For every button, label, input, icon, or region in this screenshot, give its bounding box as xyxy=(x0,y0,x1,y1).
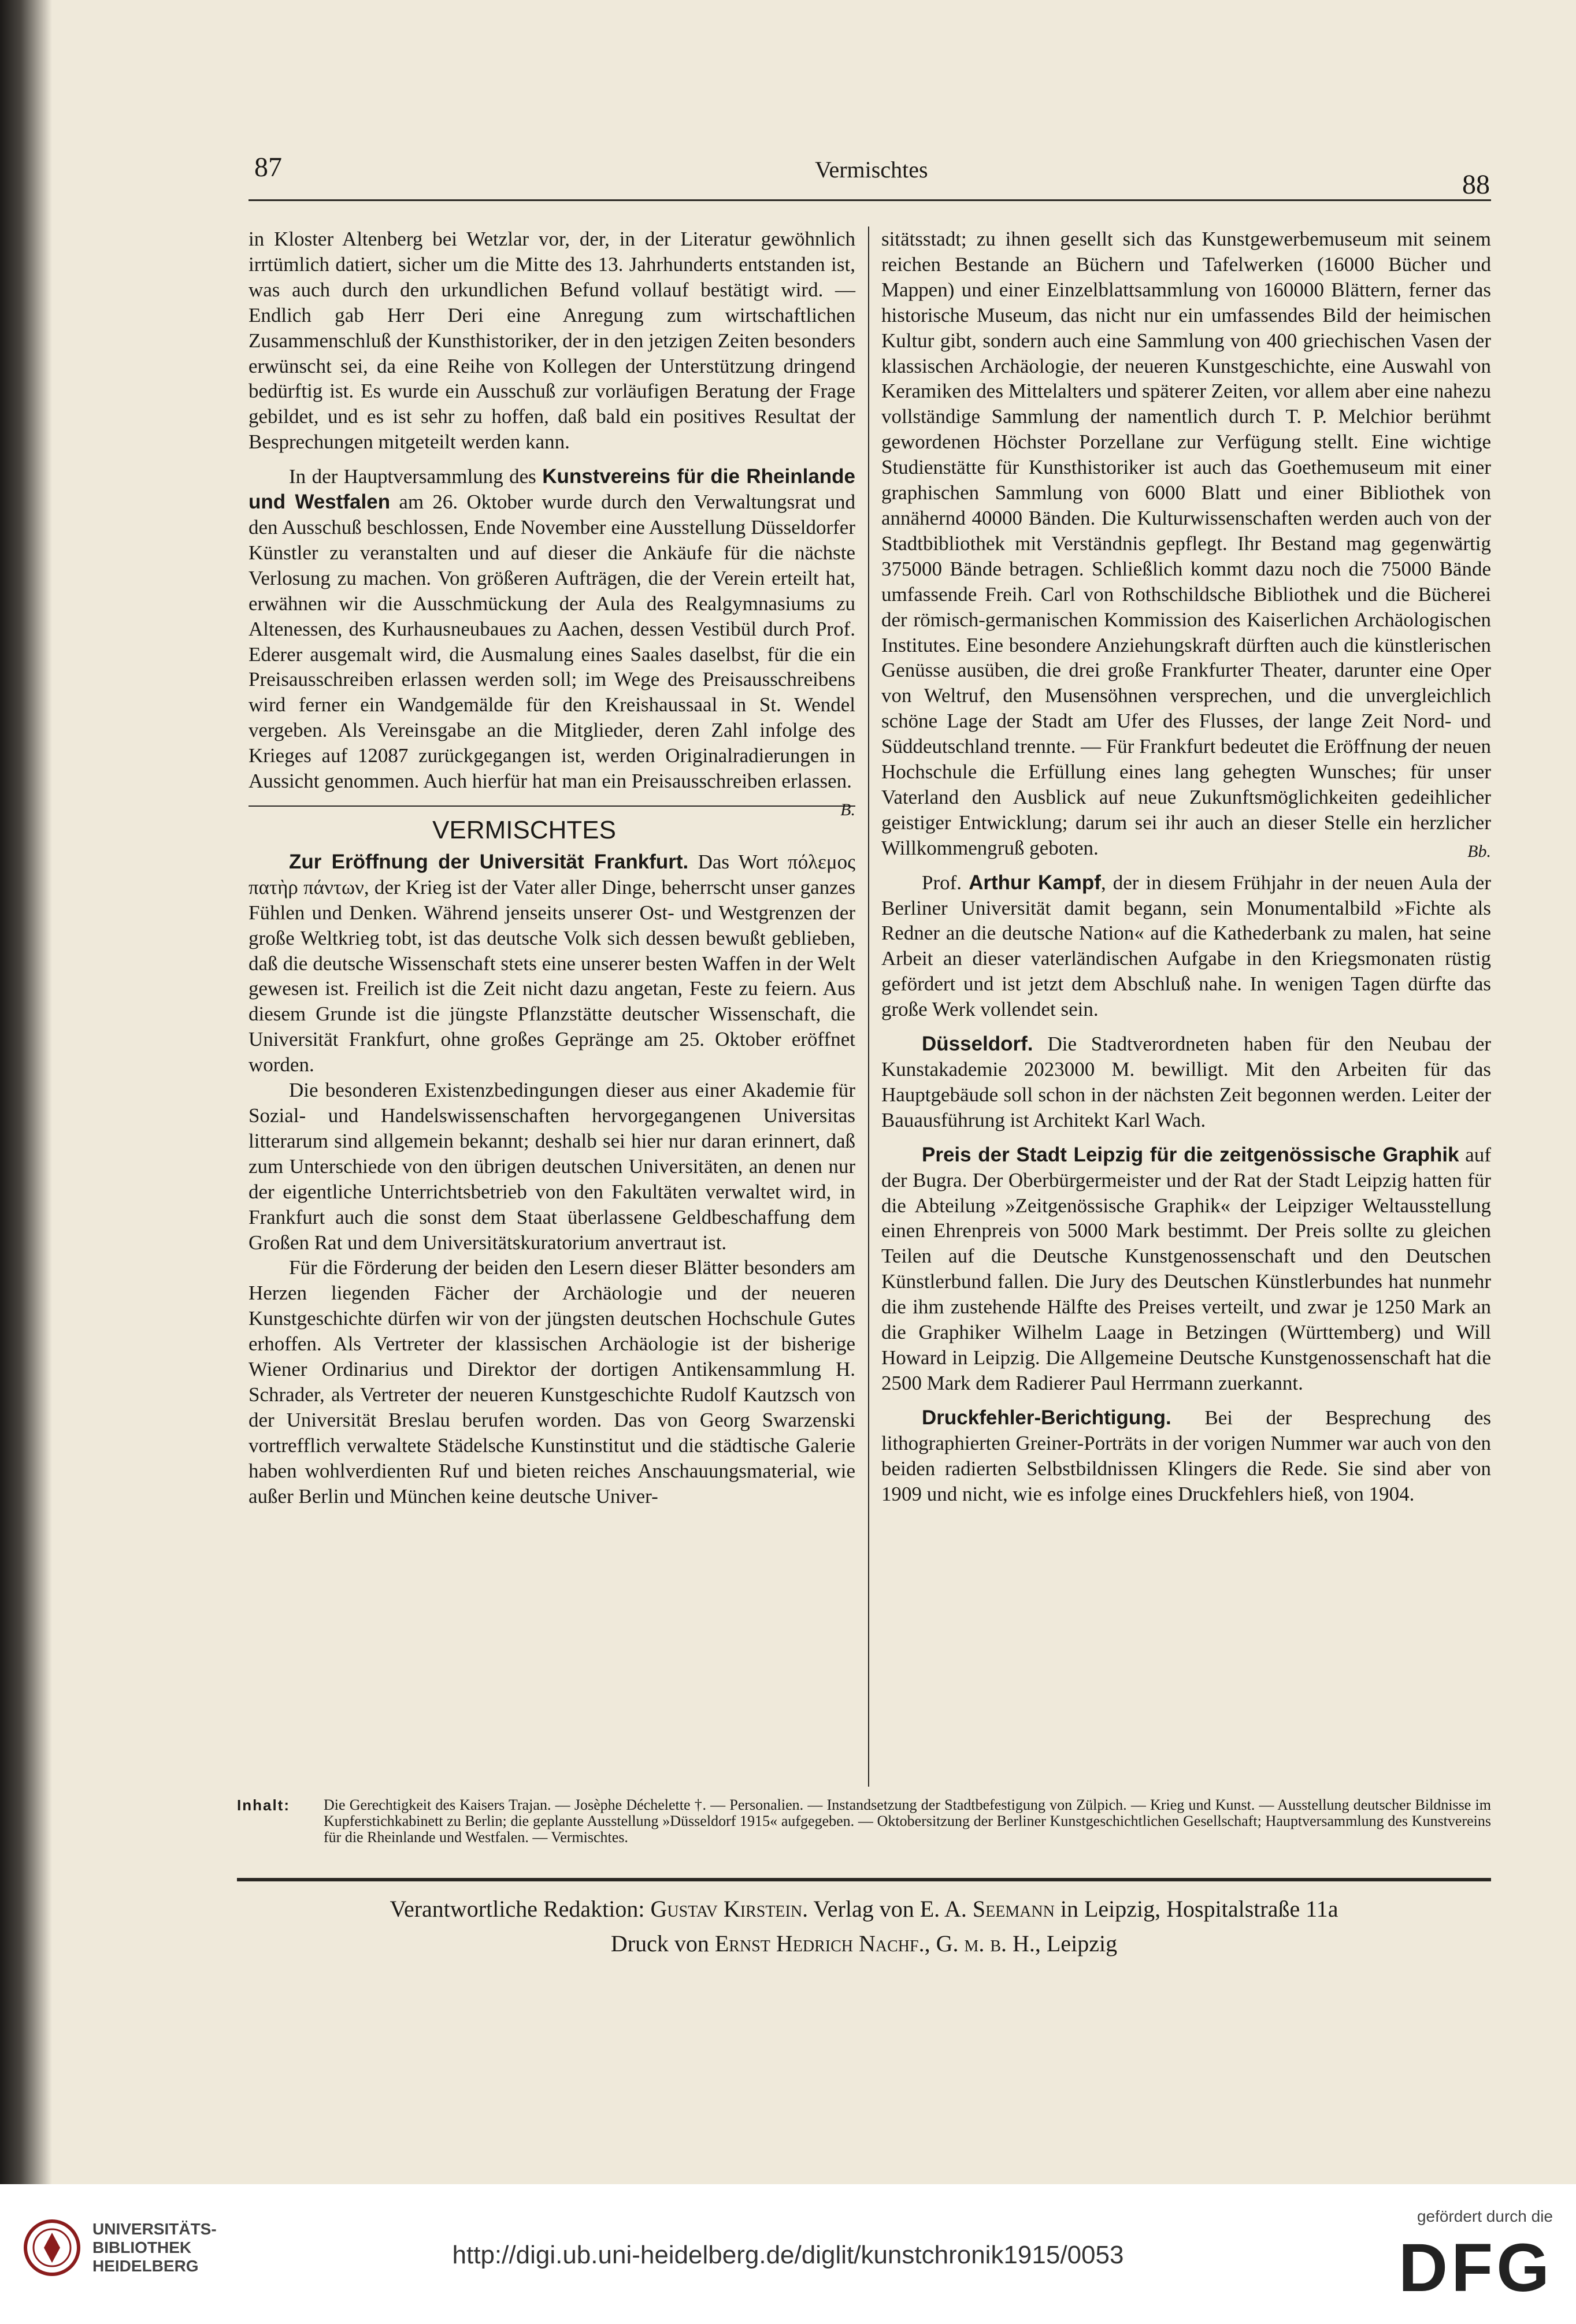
text: , der in diesem Frühjahr in der neuen Aula der Berliner Universität damit begann, sein Monumentalbild »Fichte als Redner an die deutsche Nation« auf die Kathederbank zu malen, hat seine Arbeit an dieser vaterländischen Aufgabe in den Kriegsmonaten rüstig gefördert und ist jetzt dem Abschluß nahe. In wenigen Tagen dürfte das große Werk vollendet sein. xyxy=(881,871,1492,1021)
paragraph xyxy=(881,870,1491,1022)
library-name-line: BIBLIOTHEK xyxy=(92,2238,192,2256)
running-head: Vermischtes xyxy=(815,157,928,183)
publisher-name: E. A. Seemann xyxy=(919,1896,1055,1922)
library-name-line: UNIVERSITÄTS- xyxy=(92,2220,217,2238)
imprint-rule xyxy=(237,1878,1491,1881)
text: , Leipzig xyxy=(1034,1931,1118,1957)
section-title: VERMISCHTES xyxy=(432,815,616,844)
right-column xyxy=(881,227,1491,1506)
header-rule xyxy=(249,199,1491,201)
section-rule xyxy=(249,805,855,807)
bold-text: Kunstvereins für die Rheinlande und Westfalen xyxy=(249,465,856,514)
paragraph: Für die Förderung der beiden den Lesern dieser Blätter besonders am Herzen liegenden Fächer der Archäologie und der neueren Kunstgeschichte dürfen wir von der jüngsten deutschen Hochschule Gutes erhoffen. Als Vertreter der klassischen Archäologie ist der bisherige Wiener Ordinarius und Direktor der dortigen Antikensammlung H. Schrader, als Vertreter der neueren Kunstgeschichte Rudolf Kautzsch von der Universität Breslau berufen worden. Das von Georg Swarzenski vortrefflich verwaltete Städelsche Kunstinstitut und die städtische Galerie haben wohlverdienten Ruf und bieten reiches Anschauungsmaterial, wie außer Berlin und München keine deutsche Univer- xyxy=(249,1256,855,1508)
bold-text: Arthur Kampf xyxy=(969,871,1101,894)
paragraph xyxy=(881,1405,1491,1507)
text: Druck von xyxy=(610,1931,709,1957)
printer-name: Ernst Hedrich Nachf., G. m. b. H. xyxy=(714,1931,1035,1957)
toc-text: Die Gerechtigkeit des Kaisers Trajan. — Josèphe Déchelette †. — Personalien. — Instandsetzung der Stadtbefestigung von Zülpich. — Krieg und Kunst. — Ausstellung deutscher Bildnisse im Kupferstichkabinett zu Berlin; die geplante Ausstellung »Düsseldorf 1915« aufgegeben. — Oktobersitzung der Berliner Kunstgeschichtlichen Gesellschaft; Hauptversammlung des Kunstvereins für die Rheinlande und Westfalen. — Vermischtes. xyxy=(324,1796,1491,1846)
text: auf der Bugra. Der Oberbürgermeister und der Rat der Stadt Leipzig hatten für die Abteilung »Zeitgenössische Graphik« der Leipziger Weltausstellung einen Ehrenpreis von 5000 Mark bestimmt. Der Preis sollte zu gleichen Teilen auf die Deutsche Kunstgenossenschaft und den Deutschen Künstlerbund fallen. Die Jury des Deutschen Künstlerbundes hat nunmehr die ihm zustehende Hälfte des Preises verteilt, und zwar je 1250 Mark an die Graphiker Wilhelm Laage in Betzingen (Württemberg) und Will Howard in Leipzig. Die Allgemeine Deutsche Kunstgenossenschaft hat die 2500 Mark dem Radierer Paul Herrmann zuerkannt. xyxy=(881,1143,1491,1394)
article-title: Zur Eröffnung der Universität Frankfurt. xyxy=(289,850,689,873)
text: In der Hauptversammlung des xyxy=(289,465,536,488)
text: Die Stadtverordneten haben für den Neubau der Kunstakademie 2023000 M. bewilligt. Mit den Arbeiten für das Hauptgebäude soll schon in der nächsten Zeit begonnen werden. Leiter der Bauausführung ist Architekt Karl Wach. xyxy=(881,1033,1492,1131)
signature: B. xyxy=(840,800,855,819)
text: . Verlag von xyxy=(802,1896,914,1922)
paragraph xyxy=(249,464,856,819)
text: Bei der Besprechung des lithographierten Greiner-Porträts in der vorigen Nummer war auch von den beiden radierten Selbstbildnissen Klingers die Rede. Sie sind aber von 1909 und nicht, wie es infolge eines Druckfehlers hieß, von 1904. xyxy=(881,1406,1491,1505)
signature: Bb. xyxy=(1467,841,1491,861)
imprint-line-2 xyxy=(237,1930,1491,1957)
text: Verantwortliche Redaktion: xyxy=(390,1896,645,1922)
paragraph xyxy=(249,849,855,1078)
digitization-footer xyxy=(0,2184,1576,2324)
paragraph: Die besonderen Existenzbedingungen dieser aus einer Akademie für Sozial- und Handelswissenschaften hervorgegangenen Universitas litterarum sind allgemein bekannt; deshalb sei hier nur daran erinnert, daß zum Unterschiede von den übrigen deutschen Universitäten, an denen nur der eigentliche Unterrichtsbetrieb von den Fakultäten verwaltet wird, in Frankfurt auch die sonst dem Staat überlassene Geldbeschaffung dem Großen Rat und dem Universitätskuratorium anvertraut ist. xyxy=(249,1079,855,1254)
text: in Leipzig, Hospitalstraße 11a xyxy=(1060,1896,1338,1922)
column-divider xyxy=(868,227,869,1787)
left-column xyxy=(249,227,855,1509)
text: sitätsstadt; zu ihnen gesellt sich das Kunstgewerbemuseum mit seinem reichen Bestande an Büchern und Tafelwerken (16000 Bücher und Mappen) und einer Einzelblattsammlung von 160000 Blättern, ferner das historische Museum, das nicht nur ein umfassendes Bild der heimischen Kultur gibt, sondern auch eine Sammlung von 400 griechischen Vasen der klassischen Archäologie, der neueren Kunstgeschichte, eine Auswahl von Keramiken des Mittelalters und späterer Zeiten, vor allem aber eine nahezu vollständige Sammlung der namentlich durch T. P. Melchior berühmt gewordenen Höchster Porzellane zur Verfügung stellt. Eine wichtige Studienstätte für Kunsthistoriker ist auch das Goethemuseum mit einer graphischen Sammlung von 6000 Blatt und einer Bibliothek von annähernd 40000 Bänden. Die Kulturwissenschaften werden auch von der Stadtbibliothek mit Verständnis gepflegt. Ihr Bestand mag gegenwärtig 375000 Bände betragen. Schließlich kommt dazu noch die 75000 Bände umfassende Freih. Carl von Rothschildsche Bibliothek und die Bücherei der römisch-germanischen Kommission des Kaiserlichen Archäologischen Institutes. Eine besondere Anziehungskraft dürften auch die künstlerischen Genüsse ausüben, die drei große Frankfurter Theater, darunter eine Oper von Weltruf, den Musensöhnen versprechen, und die unvergleichlich schöne Lage der Stadt am Ufer des Flusses, der lange Zeit Nord- und Süddeutschland trennte. — Für Frankfurt bedeutet die Eröffnung der neuen Hochschule die Erfüllung eines lang gehegten Wunsches; für unser Vaterland den Ausblick auf neue Zukunftsmöglichkeiten gedeihlicher geistiger Entwicklung; darum sei ihr auch an dieser Stelle ein herzlicher Willkommengruß geboten. xyxy=(881,228,1491,859)
article-title: Druckfehler-Berichtigung. xyxy=(922,1406,1171,1429)
toc-label: Inhalt: xyxy=(237,1796,290,1814)
paragraph xyxy=(881,1031,1491,1133)
text: am 26. Oktober wurde durch den Verwaltungsrat und den Ausschuß beschlossen, Ende November eine Ausstellung Düsseldorfer Künstler zu veranstalten und auf dieser die Ankäufe für die nächste Verlosung zu machen. Von größeren Aufträgen, die der Verein erteilt hat, erwähnen wir die Ausschmückung der Aula des Realgymnasiums zu Altenessen, des Kurhausneubaues zu Aachen, dessen Vestibül durch Prof. Ederer ausgemalt wird, die Ausmalung eines Saales daselbst, für die ein Preisausschreiben erlassen werden soll; im Wege des Preisausschreibens wird ferner ein Wandgemälde für den Kreishaussaal in St. Wendel vergeben. Als Vereinsgabe an die Mitglieder, deren Zahl infolge des Krieges auf 12087 zurückgegangen ist, werden Originalradierungen in Aussicht genommen. Auch hierfür hat man ein Preisausschreiben erlassen. xyxy=(249,491,856,793)
text: Das Wort πόλεμος πατὴρ πάντων, der Krieg ist der Vater aller Dinge, beherrscht unser ganzes Fühlen und Denken. Während jenseits unserer Ost- und Westgrenzen der große Weltkrieg tobt, ist das deutsche Volk sich dessen bewußt geblieben, daß die deutsche Wissenschaft stets eine unserer besten Waffen in der Welt gewesen ist. Freilich ist die Zeit nicht dazu angetan, Feste zu feiern. Aus diesem Grunde ist die jüngste Pflanzstätte deutscher Wissenschaft, die Universität Frankfurt, ohne großes Gepränge am 25. Oktober eröffnet worden. xyxy=(249,850,855,1076)
paragraph xyxy=(881,1142,1491,1396)
dfg-logo: DFG xyxy=(1398,2230,1553,2306)
permalink-url[interactable]: http://digi.ub.uni-heidelberg.de/diglit/kunstchronik1915/0053 xyxy=(452,2241,1124,2269)
scan-edge-shadow xyxy=(0,0,52,2184)
text: Prof. xyxy=(922,871,962,894)
page-number-right: 88 xyxy=(1462,169,1490,200)
funding-note: gefördert durch die xyxy=(1416,2207,1553,2225)
library-name-line: HEIDELBERG xyxy=(92,2257,199,2275)
page-number-left: 87 xyxy=(254,152,282,183)
table-of-contents xyxy=(237,1797,1491,1846)
article-title: Düsseldorf. xyxy=(922,1033,1033,1056)
editor-name: Gustav Kirstein xyxy=(650,1896,803,1922)
article-title: Preis der Stadt Leipzig für die zeitgenössische Graphik xyxy=(922,1143,1459,1166)
imprint-line-1 xyxy=(237,1895,1491,1922)
paragraph xyxy=(881,227,1491,861)
paragraph: in Kloster Altenberg bei Wetzlar vor, der, in der Literatur gewöhnlich irrtümlich datiert, sicher um die Mitte des 13. Jahrhunderts entstanden ist, was auch durch den urkundlichen Befund vollauf bestätigt wird. — Endlich gab Herr Deri eine Anregung zum wirtschaftlichen Zusammenschluß der Kunsthistoriker, der in den jetzigen Zeiten besonders erwünscht sei, da eine Reihe von Kollegen der Unterstützung dringend bedürftig ist. Es wurde ein Ausschuß zur vorläufigen Beratung der Frage gebildet, und es ist sehr zu hoffen, daß bald ein positives Resultat der Besprechungen mitgeteilt werden kann. xyxy=(249,228,855,454)
